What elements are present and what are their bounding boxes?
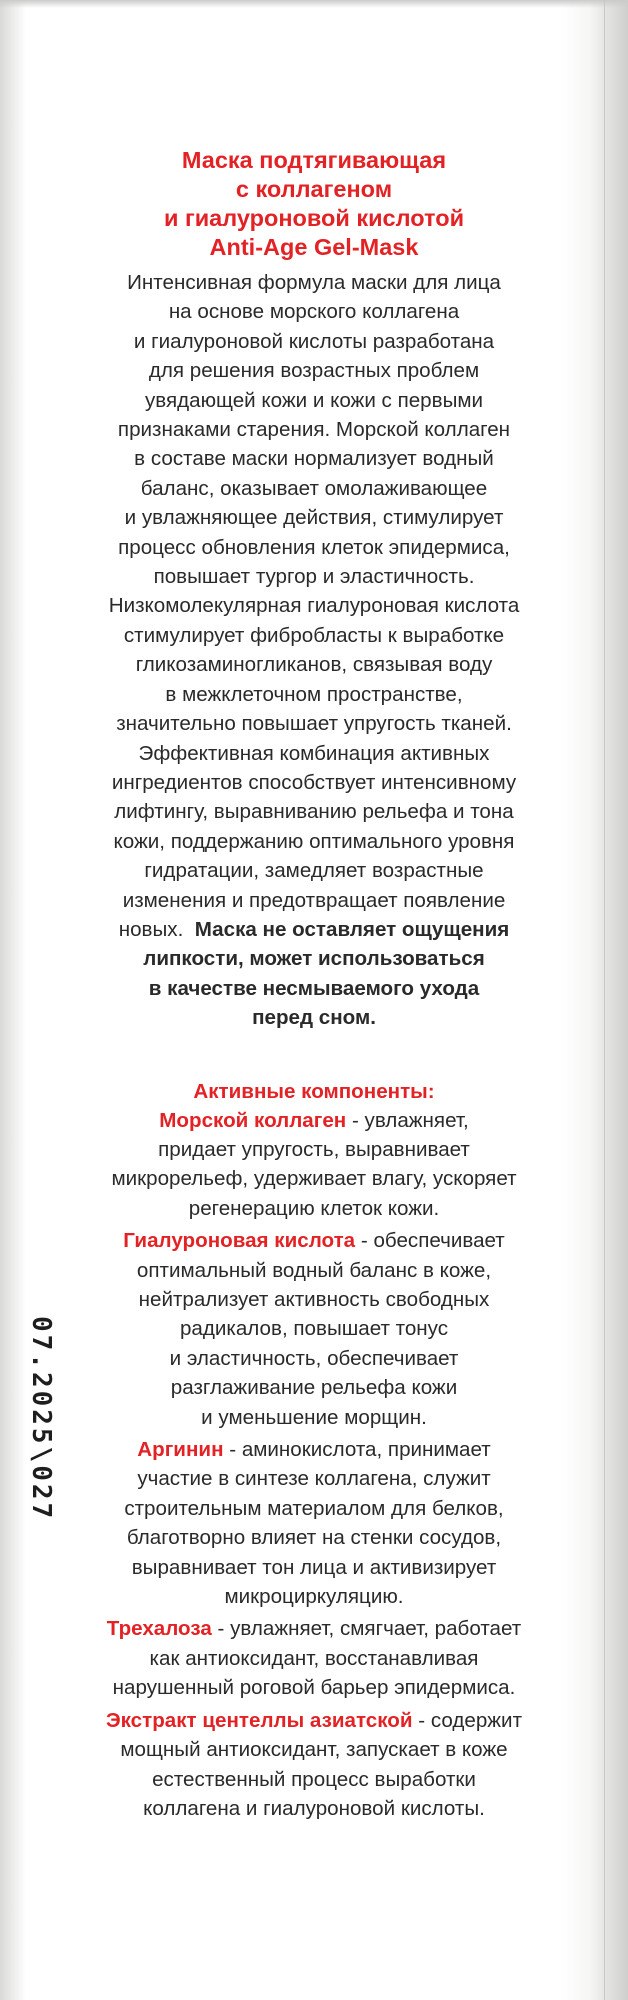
description-line: повышает тургор и эластичность.: [153, 565, 475, 589]
product-description: [30, 268, 598, 1033]
description-line: в межклеточном пространстве,: [165, 682, 463, 706]
description-line: процесс обновления клеток эпидермиса,: [118, 535, 510, 559]
component-name: Аргинин: [137, 1438, 224, 1462]
component-description-line: естественный процесс выработки: [152, 1767, 476, 1791]
component-description-line: разглаживание рельефа кожи: [170, 1376, 458, 1400]
component-description-line: и эластичность, обеспечивает: [169, 1346, 459, 1370]
title-line: и гиалуроновой кислотой: [163, 205, 465, 231]
panel-side-edge: [604, 0, 605, 2000]
description-line: гидратации, замедляет возрастные: [144, 859, 484, 883]
description-line: увядающей кожи и кожи с первыми: [144, 388, 484, 412]
description-line: изменения и предотвращает появление: [122, 888, 506, 912]
description-line: в составе маски нормализует водный: [134, 447, 494, 471]
label-content: [30, 146, 598, 1823]
description-line: баланс, оказывает омолаживающее: [140, 476, 488, 500]
component-description-line: коллагена и гиалуроновой кислоты.: [143, 1796, 485, 1820]
component-description-line: радикалов, повышает тонус: [179, 1317, 449, 1341]
component-description: - содержит: [412, 1708, 522, 1732]
title-line: Маска подтягивающая: [181, 147, 447, 173]
description-emphasis-lines: [30, 944, 598, 1032]
description-emphasis: Маска не оставляет ощущения: [194, 917, 510, 941]
batch-code-stamp: 07.2025\027: [26, 1316, 56, 1522]
component-item: [30, 1106, 598, 1224]
component-description-line: нейтрализует активность свободных: [138, 1288, 490, 1311]
component-item: [30, 1614, 598, 1702]
component-description-line: придает упругость, выравнивает: [158, 1137, 470, 1161]
component-description-line: оптимальный водный баланс в коже,: [136, 1258, 492, 1282]
description-lines: [30, 268, 598, 915]
component-description-line: как антиоксидант, восстанавливая: [149, 1646, 479, 1670]
description-line: и увлажняющее действия, стимулирует: [124, 506, 504, 530]
description-emphasis-line: перед сном.: [252, 1006, 376, 1030]
component-description-line: и уменьшение морщин.: [201, 1405, 427, 1429]
component-description-line: выравнивает тон лица и активизирует: [131, 1555, 497, 1579]
description-line: лифтингу, выравниванию рельефа и тона: [114, 800, 514, 824]
component-name: Морской коллаген: [159, 1108, 347, 1132]
component-first-line: [30, 1226, 598, 1255]
description-line: гликозаминогликанов, связывая воду: [135, 653, 493, 677]
description-line: Интенсивная формула маски для лица: [127, 271, 501, 294]
description-line: на основе морского коллагена: [168, 300, 460, 324]
description-text: новых.: [118, 917, 184, 941]
component-item: [30, 1435, 598, 1611]
description-line: Низкомолекулярная гиалуроновая кислота: [108, 594, 520, 618]
component-name: Экстракт центеллы азиатской: [105, 1708, 413, 1732]
component-item: [30, 1706, 598, 1824]
component-description-line: мощный антиоксидант, запускает в коже: [120, 1738, 508, 1762]
components-heading: Активные компоненты:: [193, 1079, 435, 1103]
components-list: [30, 1106, 598, 1824]
description-line: для решения возрастных проблем: [148, 359, 480, 383]
description-emphasis-line: липкости, может использоваться: [143, 947, 485, 971]
component-description-line: регенерацию клеток кожи.: [188, 1196, 440, 1220]
product-title: [30, 146, 598, 262]
component-name: Трехалоза: [106, 1617, 212, 1641]
description-line: Эффективная комбинация активных: [138, 741, 490, 765]
component-description: - обеспечивает: [355, 1229, 505, 1253]
component-description: - аминокислота, принимает: [223, 1438, 491, 1462]
title-line: Anti-Age Gel-Mask: [209, 234, 419, 260]
component-description-line: строительным материалом для белков,: [124, 1496, 504, 1520]
description-line: значительно повышает упругость тканей.: [116, 712, 512, 736]
component-description-line: микрорельеф, удерживает влагу, ускоряет: [111, 1167, 517, 1191]
description-line: ингредиентов способствует интенсивному: [111, 770, 517, 794]
component-first-line: [30, 1106, 598, 1135]
description-line: [30, 915, 598, 944]
component-description: - увлажняет, смягчает, работает: [211, 1617, 522, 1641]
component-first-line: [30, 1435, 598, 1464]
component-description-line: участие в синтезе коллагена, служит: [137, 1467, 491, 1491]
component-first-line: [30, 1614, 598, 1643]
component-first-line: [30, 1706, 598, 1735]
description-line: и гиалуроновой кислоты разработана: [133, 329, 495, 353]
title-line: с коллагеном: [235, 176, 393, 202]
component-name: Гиалуроновая кислота: [123, 1229, 356, 1253]
description-emphasis-line: в качестве несмываемого ухода: [148, 976, 480, 1000]
description-line: признаками старения. Морской коллаген: [117, 418, 511, 442]
component-description: - увлажняет,: [346, 1108, 469, 1132]
component-item: [30, 1226, 598, 1432]
description-line: стимулирует фибробласты к выработке: [123, 623, 505, 647]
description-line: кожи, поддержанию оптимального уровня: [113, 829, 515, 853]
component-description-line: микроциркуляцию.: [224, 1585, 404, 1609]
panel-fold-edge: [0, 0, 628, 8]
component-description-line: нарушенный роговой барьер эпидермиса.: [112, 1676, 516, 1700]
component-description-line: благотворно влияет на стенки сосудов,: [126, 1526, 502, 1550]
